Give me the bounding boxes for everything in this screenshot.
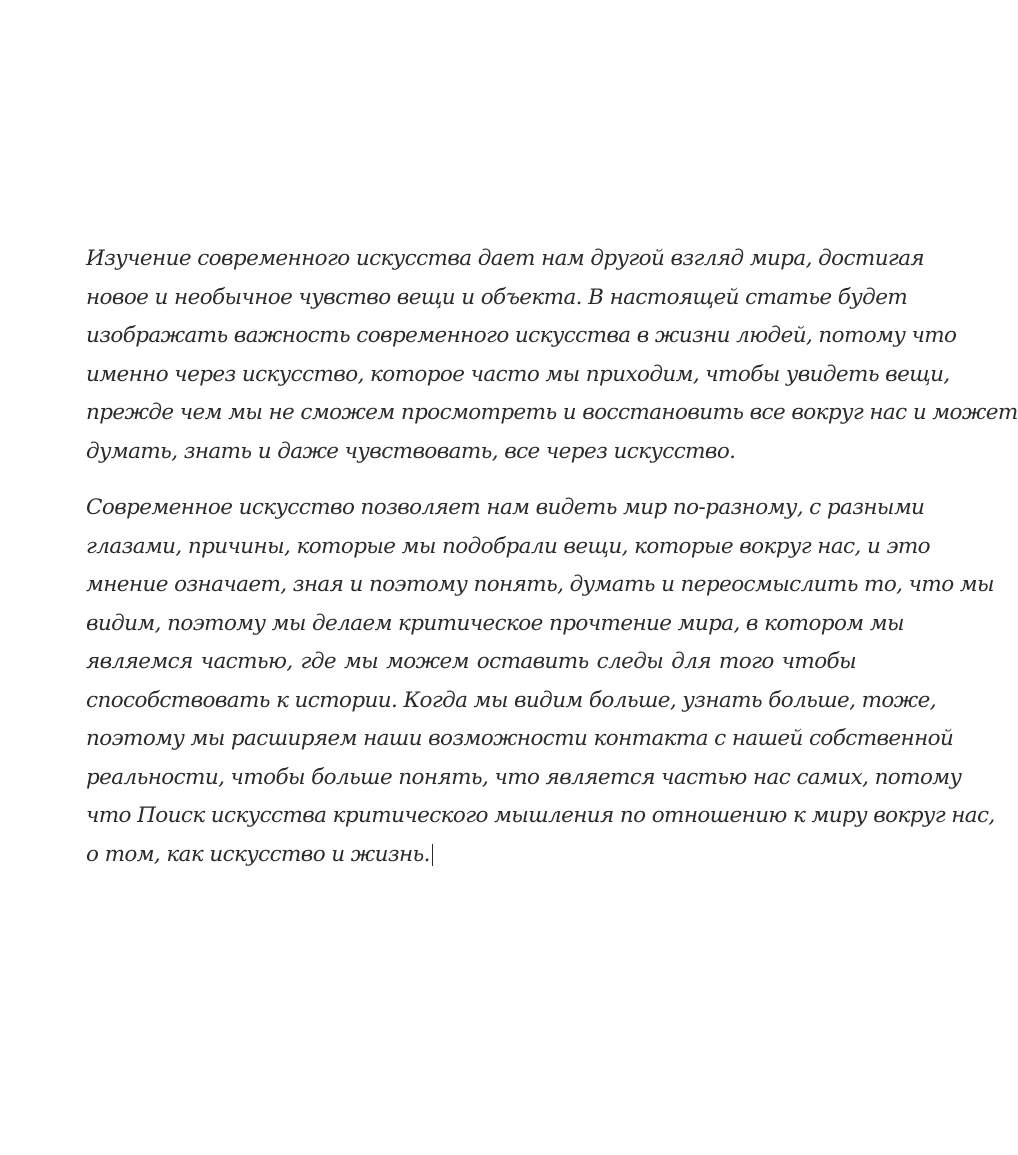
text-line: Современное искусство позволяет нам видеть мир по-разному, с разными bbox=[86, 495, 925, 520]
text-line: видим, поэтому мы делаем критическое прочтение мира, в котором мы bbox=[86, 610, 904, 636]
text-cursor bbox=[432, 844, 434, 866]
text-line: являемся частью, где мы можем оставить следы для того чтобы bbox=[86, 649, 856, 674]
text-line: поэтому мы расширяем наши возможности контакта с нашей собственной bbox=[86, 726, 954, 751]
text-line: прежде чем мы не сможем просмотреть и восстановить все вокруг нас и может bbox=[86, 400, 1018, 425]
text-line: думать, знать и даже чувствовать, все через искусство. bbox=[86, 438, 736, 464]
text-line: способствовать к истории. Когда мы видим больше, узнать больше, тоже, bbox=[86, 687, 936, 713]
last-text-line[interactable] bbox=[86, 836, 856, 875]
handwritten-text-block bbox=[86, 240, 1018, 874]
text-line: реальности, чтобы больше понять, что является частью нас самих, потому bbox=[86, 764, 962, 790]
text-line: Изучение современного искусства дает нам другой взгляд мира, достигая bbox=[86, 246, 925, 271]
text-line: что Поиск искусства критического мышления по отношению к миру вокруг нас, bbox=[86, 803, 995, 828]
last-line-text: о том, как искусство и жизнь. bbox=[86, 841, 430, 867]
text-line: изображать важность современного искусства в жизни людей, потому что bbox=[86, 323, 957, 348]
text-line: новое и необычное чувство вещи и объекта. В настоящей статье будет bbox=[86, 284, 908, 310]
paragraph-gap bbox=[86, 471, 856, 489]
text-line: мнение означает, зная и поэтому понять, думать и переосмыслить то, что мы bbox=[86, 572, 994, 597]
paragraph-2 bbox=[86, 489, 995, 874]
text-line: глазами, причины, которые мы подобрали вещи, которые вокруг нас, и это bbox=[86, 533, 931, 559]
paragraph-1 bbox=[86, 240, 1018, 471]
text-line: именно через искусство, которое часто мы приходим, чтобы увидеть вещи, bbox=[86, 361, 950, 387]
